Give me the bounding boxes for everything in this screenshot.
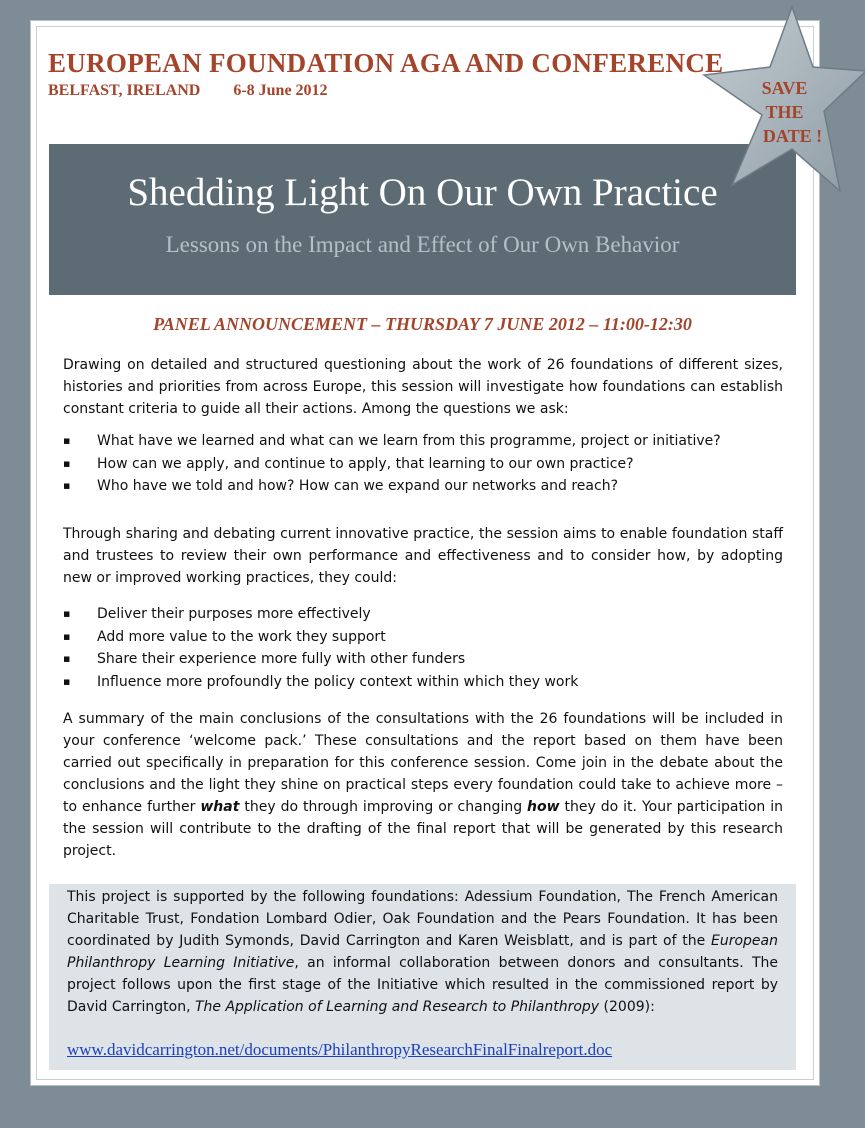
title-banner: [49, 144, 796, 295]
aims-paragraph: [63, 523, 783, 589]
list-item: ▪ Share their experience more fully with other funders: [63, 648, 783, 671]
badge-line-the: THE: [765, 102, 804, 122]
acknowledgement-text: [67, 886, 778, 1018]
list-item: ▪ Who have we told and how? How can we expand our networks and reach?: [63, 475, 783, 498]
banner-subtitle: Lessons on the Impact and Effect of Our Own Behavior: [165, 232, 680, 257]
badge-line-date: DATE !: [762, 126, 823, 146]
badge-line-save: SAVE: [761, 78, 808, 98]
event-title: EUROPEAN FOUNDATION AGA AND CONFERENCE: [48, 48, 724, 78]
intro-paragraph: [63, 354, 783, 420]
acknowledgement-box: [49, 884, 796, 1070]
initiative-name: European Philanthropy Learning Initiative: [67, 933, 778, 971]
footer-part: (2009):: [599, 999, 655, 1015]
intro-text: Drawing on detailed and structured questioning about the work of 26 foundations of different sizes, histories and priorities from across Europe, this session will investigate how foundations can establish constant criteria to guide all their actions. Among the questions we ask:: [63, 357, 783, 417]
panel-heading: PANEL ANNOUNCEMENT – THURSDAY 7 JUNE 2012 – 11:00-12:30: [153, 314, 692, 334]
event-dates: 6-8 June 2012: [233, 82, 328, 99]
event-location: BELFAST, IRELAND: [48, 82, 201, 99]
footer-part: , an informal collaboration between donors and consultants. The project follows upon the first stage of the Initiative which resulted in the commissioned report by David Carrington,: [67, 955, 779, 1015]
aims-intro-text: Through sharing and debating current innovative practice, the session aims to enable foundation staff and trustees to review their own performance and effectiveness and to consider how, by adopting new or improved working practices, they could:: [63, 526, 783, 586]
summary-paragraph: [63, 708, 783, 862]
question-list: [63, 430, 783, 498]
summary-text: [63, 708, 783, 862]
summary-part: they do through improving or changing: [239, 799, 528, 815]
list-item: ▪ How can we apply, and continue to apply, that learning to our own practice?: [63, 453, 783, 476]
list-item: ▪ Influence more profoundly the policy context within which they work: [63, 671, 783, 694]
summary-part: they do it. Your participation in the session will contribute to the drafting of the final report that will be generated by this research project.: [63, 799, 783, 859]
list-item: ▪ Add more value to the work they support: [63, 626, 783, 649]
event-subtitle: [48, 82, 328, 100]
footer-part: This project is supported by the following foundations: Adessium Foundation, The French American Charitable Trust, Fondation Lombard Odier, Oak Foundation and the Pears Foundation. It has been coordinated by Judith Symonds, David Carrington and Karen Weisblatt, and is part of the: [67, 889, 778, 949]
save-the-date-badge: [702, 5, 865, 205]
summary-emphasis-how: how: [527, 799, 560, 815]
banner-title: Shedding Light On Our Own Practice: [127, 171, 718, 214]
report-title: The Application of Learning and Research to Philanthropy: [194, 999, 600, 1015]
summary-emphasis-what: what: [200, 799, 240, 815]
report-link[interactable]: www.davidcarrington.net/documents/PhilanthropyResearchFinalFinalreport.doc: [67, 1040, 613, 1059]
list-item: ▪ Deliver their purposes more effectively: [63, 603, 783, 626]
summary-part: A summary of the main conclusions of the consultations with the 26 foundations will be included in your conference ‘welcome pack.’ These consultations and the report based on them have been carried out specifically in preparation for this conference session. Come join in the debate about the conclusions and the light they shine on practical steps every foundation could take to achieve more – to enhance further: [63, 711, 783, 815]
list-item: ▪ What have we learned and what can we learn from this programme, project or initiative?: [63, 430, 783, 453]
aims-list: [63, 603, 783, 693]
